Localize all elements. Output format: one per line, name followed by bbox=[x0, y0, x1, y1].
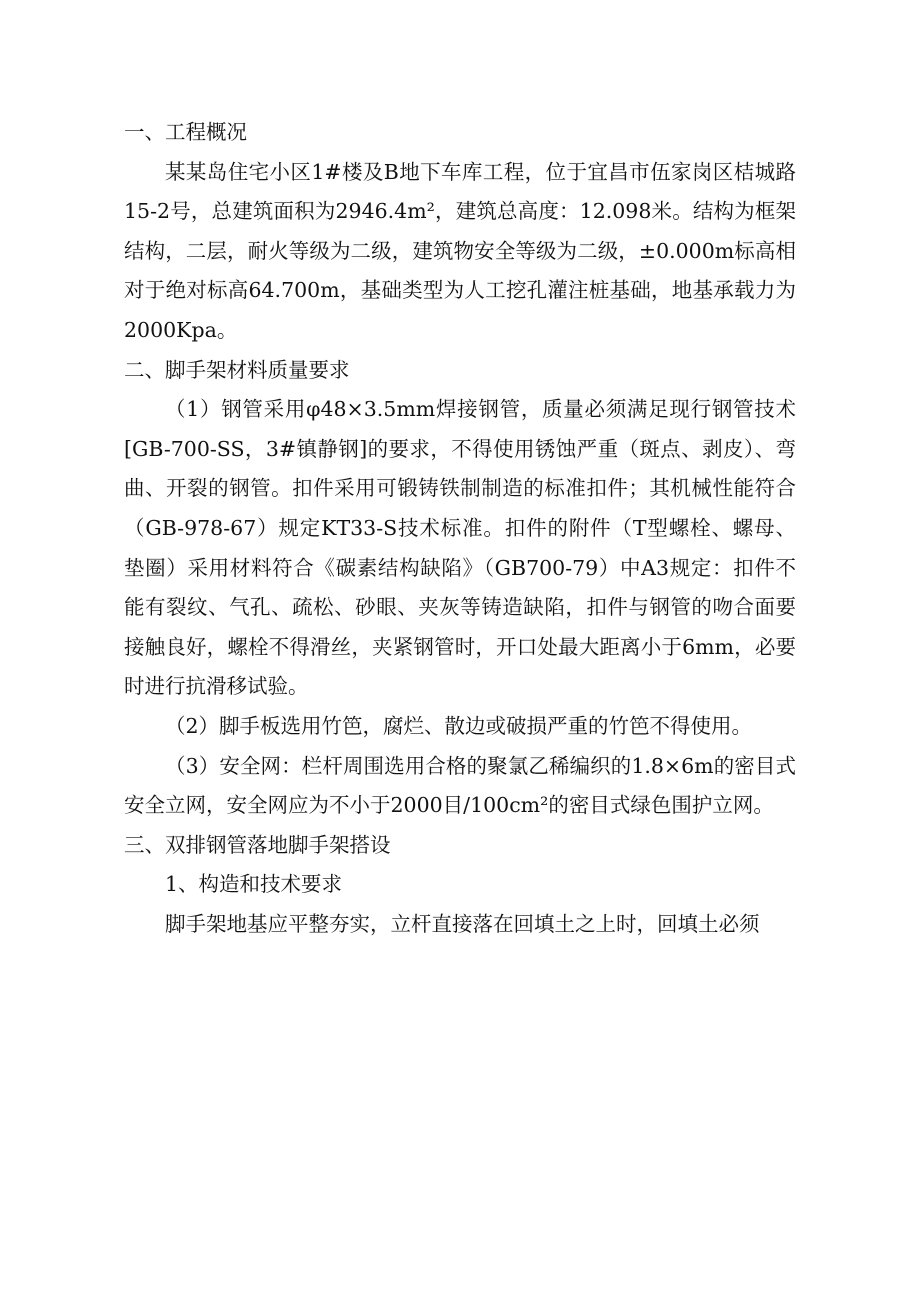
section-1-paragraph: 某某岛住宅小区1#楼及B地下车库工程，位于宜昌市伍家岗区桔城路15-2号，总建筑面积为2946.4m²，建筑总高度：12.098米。结构为框架结构，二层，耐火等级为二级，建筑物安全等级为二级，±0.000m标高相对于绝对标高64.700m，基础类型为人工挖孔灌注桩基础，地基承载力为2000Kpa。 bbox=[124, 159, 796, 342]
section-2-item-1: （1）钢管采用φ48×3.5mm焊接钢管，质量必须满足现行钢管技术[GB-700-SS，3#镇静钢]的要求，不得使用锈蚀严重（斑点、剥皮）、弯曲、开裂的钢管。扣件采用可锻铸铁制制造的标准扣件；其机械性能符合（GB-978-67）规定KT33-S技术标准。扣件的附件（T型螺栓、螺母、垫圈）采用材料符合《碳素结构缺陷》（GB700-79）中A3规定：扣件不能有裂纹、气孔、疏松、砂眼、夹灰等铸造缺陷，扣件与钢管的吻合面要接触良好，螺栓不得滑丝，夹紧钢管时，开口处最大距离小于6mm，必要时进行抗滑移试验。 bbox=[124, 397, 796, 699]
section-2-item-3: （3）安全网：栏杆周围选用合格的聚氯乙稀编织的1.8×6m的密目式安全立网，安全网应为不小于2000目/100cm²的密目式绿色围护立网。 bbox=[124, 753, 796, 818]
section-1-heading: 一、工程概况 bbox=[124, 120, 247, 144]
document-page bbox=[124, 113, 796, 944]
section-2-item-2: （2）脚手板选用竹笆，腐烂、散边或破损严重的竹笆不得使用。 bbox=[165, 713, 753, 738]
section-3-paragraph: 脚手架地基应平整夯实，立杆直接落在回填土之上时，回填土必须 bbox=[165, 911, 760, 936]
section-3-subheading: 1、构造和技术要求 bbox=[165, 872, 343, 897]
section-3-heading: 三、双排钢管落地脚手架搭设 bbox=[124, 832, 391, 857]
section-2-heading: 二、脚手架材料质量要求 bbox=[124, 357, 350, 382]
